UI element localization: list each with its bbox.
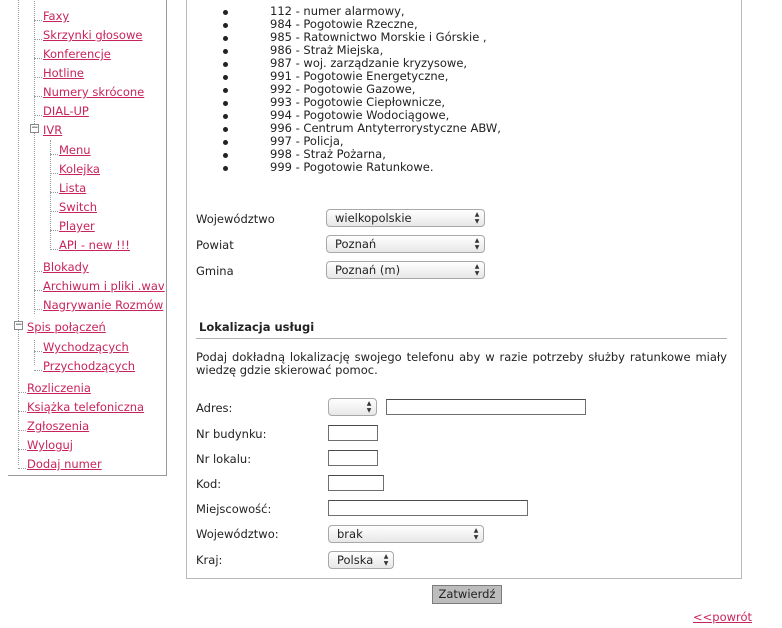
tree-line	[18, 411, 26, 412]
kod-label: Kod:	[196, 477, 222, 491]
location-info-text: Podaj dokładną lokalizację swojego telefonu aby w razie potrzeby służby ratunkowe miały wiedzę gdzie skierować pomoc.	[196, 350, 727, 377]
select-arrows-icon: ▲ ▼	[383, 553, 389, 567]
sidebar-item-spis-polaczen[interactable]: Spis połączeń	[27, 320, 106, 334]
adres-label: Adres:	[196, 401, 233, 415]
tree-line	[34, 290, 42, 291]
tree-line	[34, 77, 42, 78]
list-item: 986 - Straż Miejska,	[187, 44, 501, 57]
emergency-numbers-list	[187, 5, 501, 174]
select-arrows-icon: ▲ ▼	[473, 527, 479, 541]
sidebar-item-wychodzacych[interactable]: Wychodzących	[43, 340, 129, 354]
tree-line	[18, 449, 26, 450]
location-wojewodztwo-select[interactable]	[328, 525, 484, 543]
tree-line	[34, 370, 42, 371]
sidebar-item-przychodzacych[interactable]: Przychodzących	[43, 359, 136, 373]
tree-line	[50, 140, 51, 248]
kraj-select[interactable]	[328, 551, 394, 569]
tree-line	[34, 39, 42, 40]
select-arrows-icon: ▲ ▼	[474, 237, 480, 251]
gmina-select-value: Poznań (m)	[335, 263, 401, 277]
sidebar-item-skrzynki-glosowe[interactable]: Skrzynki głosowe	[43, 28, 143, 42]
sidebar-item-ivr[interactable]: IVR	[43, 123, 63, 137]
sidebar-item-archiwum[interactable]: Archiwum i pliki .wav	[43, 279, 165, 293]
tree-line	[18, 430, 26, 431]
tree-line	[34, 351, 42, 352]
collapse-icon[interactable]: −	[31, 123, 39, 133]
collapse-icon[interactable]: −	[15, 320, 23, 330]
miejscowosc-input[interactable]	[328, 500, 528, 516]
gmina-label: Gmina	[196, 264, 234, 278]
submit-button[interactable]: Zatwierdź	[432, 585, 502, 604]
tree-line	[34, 271, 42, 272]
tree-line	[50, 154, 58, 155]
section-divider	[196, 338, 727, 339]
tree-line	[50, 230, 58, 231]
tree-line	[34, 20, 42, 21]
sidebar-item-switch[interactable]: Switch	[59, 200, 98, 214]
tree-line	[18, 392, 26, 393]
sidebar-item-rozliczenia[interactable]: Rozliczenia	[27, 381, 91, 395]
sidebar-item-player[interactable]: Player	[59, 219, 95, 233]
wojewodztwo-select[interactable]	[326, 209, 485, 227]
location-wojewodztwo-label: Województwo:	[196, 527, 279, 541]
sidebar-item-numery-skrocone[interactable]: Numery skrócone	[43, 85, 145, 99]
list-item: 994 - Pogotowie Wodociągowe,	[187, 109, 501, 122]
wojewodztwo-select-value: wielkopolskie	[335, 211, 412, 225]
kraj-label: Kraj:	[196, 553, 223, 567]
nr-lokalu-label: Nr lokalu:	[196, 452, 252, 466]
powiat-select-value: Poznań	[335, 237, 377, 251]
list-item: 998 - Straż Pożarna,	[187, 148, 501, 161]
back-link[interactable]: <<powrót	[693, 610, 753, 624]
sidebar-item-zgloszenia[interactable]: Zgłoszenia	[27, 419, 90, 433]
powiat-select[interactable]	[326, 235, 485, 253]
list-item: 112 - numer alarmowy,	[187, 5, 501, 18]
sidebar-item-kolejka[interactable]: Kolejka	[59, 162, 100, 176]
street-prefix-select[interactable]	[328, 398, 377, 416]
sidebar-item-dodaj-numer[interactable]: Dodaj numer	[27, 457, 102, 471]
list-item: 999 - Pogotowie Ratunkowe.	[187, 161, 501, 174]
wojewodztwo-label: Województwo	[196, 212, 275, 226]
kraj-select-value: Polska	[337, 553, 374, 567]
list-item: 991 - Pogotowie Energetyczne,	[187, 70, 501, 83]
select-arrows-icon: ▲ ▼	[474, 211, 480, 225]
sidebar-item-hotline[interactable]: Hotline	[43, 66, 84, 80]
tree-line	[34, 340, 35, 365]
nr-lokalu-input[interactable]	[328, 450, 378, 466]
kod-input[interactable]	[328, 475, 384, 491]
sidebar-item-dial-up[interactable]: DIAL-UP	[43, 104, 89, 118]
list-item: 996 - Centrum Antyterrorystyczne ABW,	[187, 122, 501, 135]
adres-input[interactable]	[386, 399, 586, 415]
select-arrows-icon: ▲ ▼	[366, 400, 372, 414]
tree-line	[34, 115, 42, 116]
list-item: 993 - Pogotowie Ciepłownicze,	[187, 96, 501, 109]
powiat-label: Powiat	[196, 238, 234, 252]
select-arrows-icon: ▲ ▼	[474, 263, 480, 277]
sidebar-navigation	[8, 0, 167, 476]
sidebar-item-blokady[interactable]: Blokady	[43, 260, 89, 274]
section-heading: Lokalizacja usługi	[199, 320, 315, 334]
location-wojewodztwo-value: brak	[337, 527, 363, 541]
gmina-select[interactable]	[326, 261, 485, 279]
list-item: 985 - Ratownictwo Morskie i Górskie ,	[187, 31, 501, 44]
sidebar-item-nagrywanie[interactable]: Nagrywanie Rozmów	[43, 298, 164, 312]
tree-line	[18, 0, 19, 465]
tree-line	[34, 0, 35, 314]
miejscowosc-label: Miejscowość:	[196, 502, 272, 516]
list-item: 984 - Pogotowie Rzeczne,	[187, 18, 501, 31]
sidebar-item-wyloguj[interactable]: Wyloguj	[27, 438, 73, 452]
list-item: 987 - woj. zarządzanie kryzysowe,	[187, 57, 501, 70]
sidebar-item-ksiazka-telefoniczna[interactable]: Książka telefoniczna	[27, 400, 145, 414]
list-item: 992 - Pogotowie Gazowe,	[187, 83, 501, 96]
nr-budynku-label: Nr budynku:	[196, 427, 267, 441]
sidebar-item-api-new[interactable]: API - new !!!	[59, 238, 130, 252]
tree-line	[50, 249, 58, 250]
tree-line	[34, 309, 42, 310]
sidebar-item-konferencje[interactable]: Konferencje	[43, 47, 111, 61]
sidebar-item-menu[interactable]: Menu	[59, 143, 91, 157]
tree-line	[34, 96, 42, 97]
list-item: 997 - Policja,	[187, 135, 501, 148]
tree-line	[50, 173, 58, 174]
tree-line	[18, 468, 26, 469]
tree-line	[50, 192, 58, 193]
sidebar-item-lista[interactable]: Lista	[59, 181, 87, 195]
tree-line	[50, 211, 58, 212]
nr-budynku-input[interactable]	[328, 425, 378, 441]
main-panel	[186, 0, 742, 579]
sidebar-item-faxy[interactable]: Faxy	[43, 9, 70, 23]
tree-line	[34, 58, 42, 59]
